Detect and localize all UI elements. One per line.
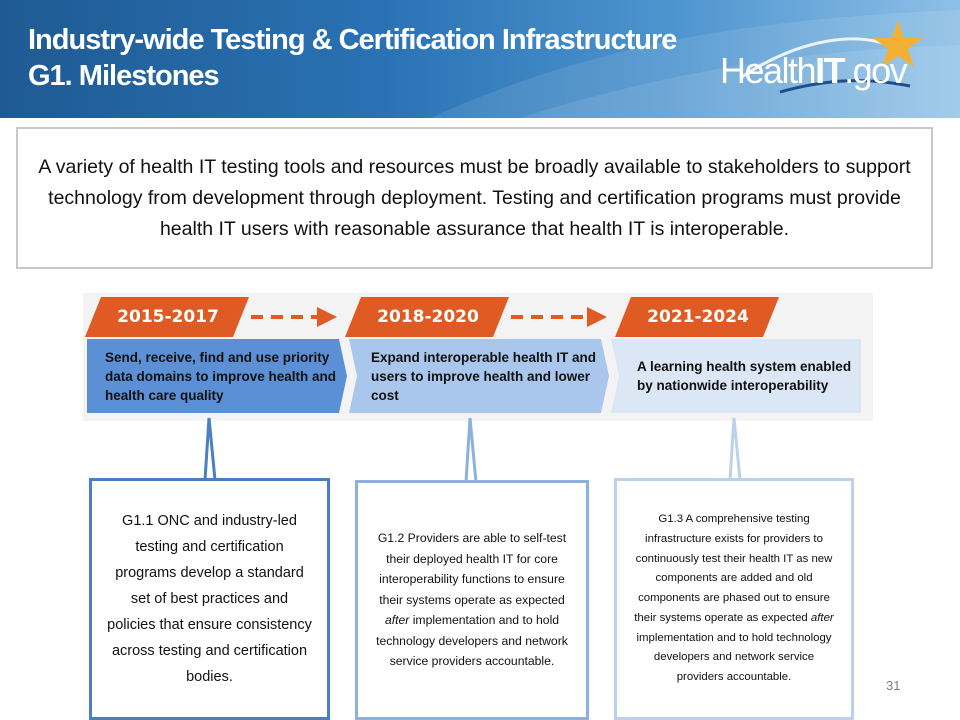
year-tab-1: 2015-2017 bbox=[117, 307, 219, 327]
callout-g1-2 bbox=[355, 480, 589, 720]
logo-it: IT bbox=[815, 50, 845, 91]
callout-g1-3-text-b: implementation and to hold technology developers and network service providers accountable. bbox=[636, 631, 832, 684]
year-tab-3: 2021-2024 bbox=[647, 307, 749, 327]
connector-2 bbox=[466, 418, 476, 482]
title-line-2: G1. Milestones bbox=[28, 60, 219, 92]
callout-g1-2-text-b: implementation and to hold technology developers and network service providers accountable. bbox=[376, 613, 568, 669]
callout-g1-3-text bbox=[631, 510, 837, 688]
phase-1-text: Send, receive, find and use priority data domains to improve health and health care quality bbox=[105, 349, 337, 403]
page-number: 31 bbox=[886, 678, 901, 693]
connector-3 bbox=[730, 418, 740, 480]
logo-health: Health bbox=[720, 50, 816, 91]
connector-1 bbox=[205, 418, 215, 480]
year-tab-2: 2018-2020 bbox=[377, 307, 479, 327]
callout-g1-2-text bbox=[370, 528, 574, 672]
callout-g1-1-text: G1.1 ONC and industry-led testing and certification programs develop a standard set of best practices and policies that ensure consistency across testing and certification bodies. bbox=[107, 513, 312, 685]
callout-g1-3 bbox=[614, 478, 854, 720]
callout-g1-3-text-a: G1.3 A comprehensive testing infrastructure exists for providers to continuously test their health IT as new components are added and old components are phased out to ensure their systems operate as expected bbox=[634, 512, 833, 624]
logo-gov: .gov bbox=[844, 50, 907, 91]
callout-g1-1 bbox=[89, 478, 330, 720]
callout-g1-3-italic: after bbox=[810, 611, 834, 624]
intro-text: A variety of health IT testing tools and resources must be broadly available to stakeholders to support technology from development through deployment. Testing and certification programs must provide health IT users with reasonable assurance that health IT is interoperable. bbox=[38, 155, 911, 240]
phase-3-text: A learning health system enabled by nationwide interoperability bbox=[637, 359, 852, 393]
callout-g1-2-italic: after bbox=[384, 613, 410, 628]
title-line-1: Industry-wide Testing & Certification Infrastructure bbox=[28, 24, 677, 56]
callout-g1-2-text-a: G1.2 Providers are able to self-test their deployed health IT for core interoperability functions to ensure their systems operate as expected bbox=[377, 531, 567, 607]
phase-2-text: Expand interoperable health IT and users to improve health and lower cost bbox=[371, 349, 597, 403]
